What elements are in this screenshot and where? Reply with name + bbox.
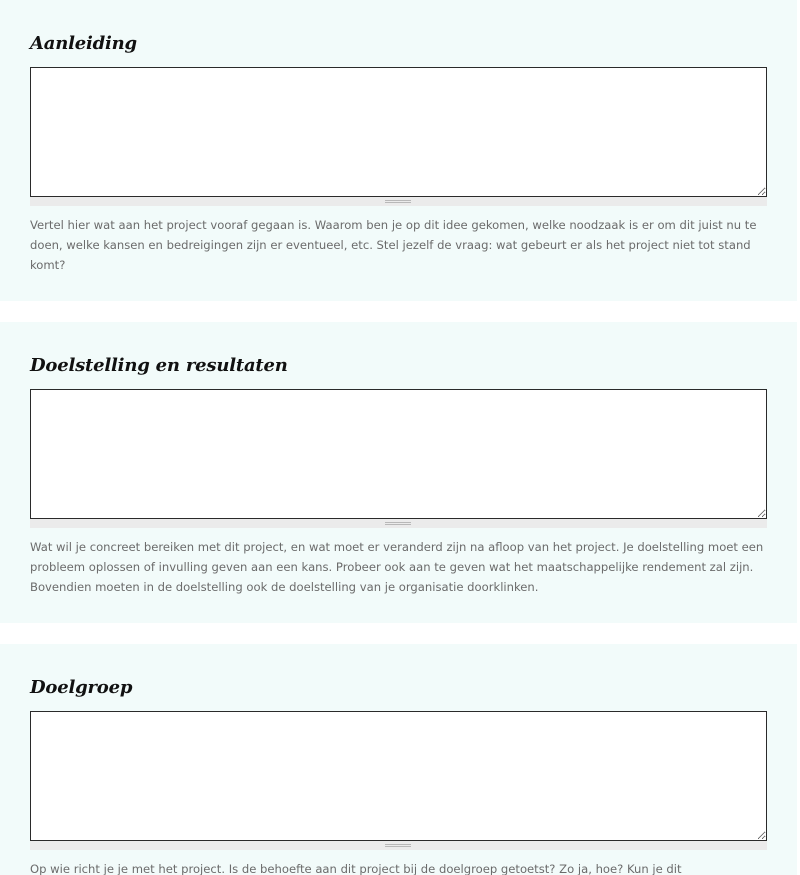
section-doelgroep [0, 644, 797, 875]
section-doelstelling [0, 322, 797, 623]
doelgroep-textarea[interactable] [30, 711, 767, 841]
aanleiding-textarea[interactable] [30, 67, 767, 197]
help-text: Vertel hier wat aan het project vooraf gegaan is. Waarom ben je op dit idee gekomen, welke noodzaak is er om dit juist nu te doen, welke kansen en bedreigingen zijn er eventueel, etc. Stel jezelf de vraag: wat gebeurt er als het project niet tot stand komt? [30, 218, 757, 272]
section-title: Doelgroep [30, 677, 133, 698]
help-text: Wat wil je concreet bereiken met dit project, en wat moet er veranderd zijn na afloop van het project. Je doelstelling moet een probleem oplossen of invulling geven aan een kans. Probeer ook aan te geven wat het maatschappelijke rendement zal zijn. Bovendien moeten in de doelstelling ook de doelstelling van je organisatie doorklinken. [30, 540, 764, 594]
help-text: Op wie richt je je met het project. Is de behoefte aan dit project bij de doelgroep getoetst? Zo ja, hoe? Kun je dit [30, 862, 682, 875]
section-aanleiding [0, 0, 797, 301]
textarea-wrapper [30, 67, 767, 206]
textarea-wrapper [30, 389, 767, 528]
resize-grip[interactable] [30, 841, 767, 850]
section-title: Aanleiding [30, 33, 137, 54]
doelstelling-textarea[interactable] [30, 389, 767, 519]
resize-grip[interactable] [30, 197, 767, 206]
textarea-wrapper [30, 711, 767, 850]
section-title: Doelstelling en resultaten [30, 355, 288, 376]
resize-grip[interactable] [30, 519, 767, 528]
